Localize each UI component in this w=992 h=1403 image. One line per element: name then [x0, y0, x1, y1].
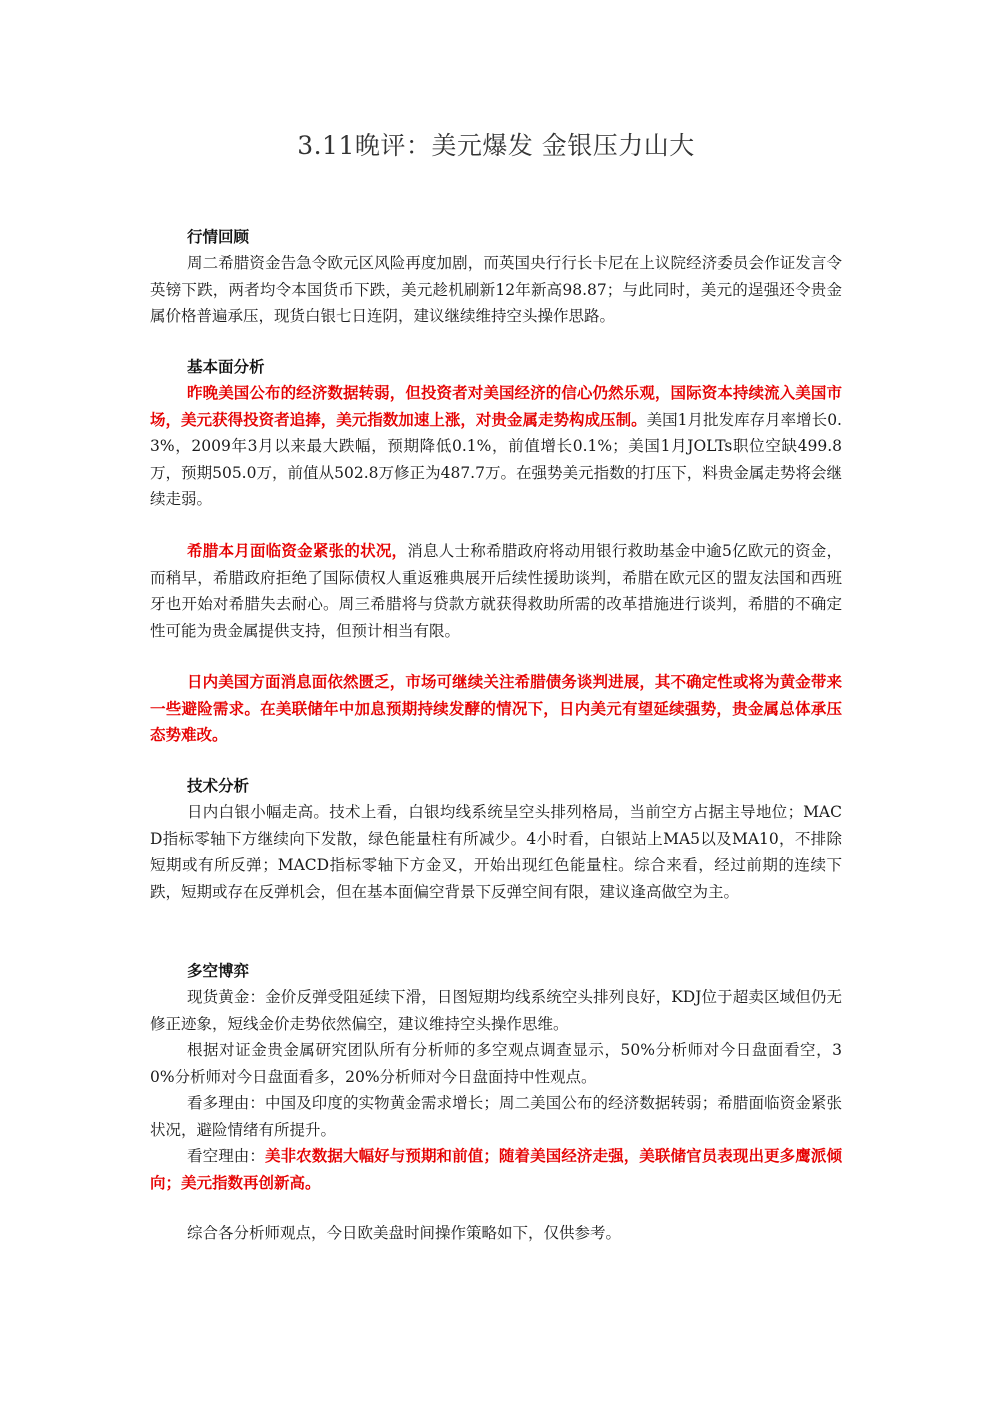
paragraph-debate-gold: 现货黄金：金价反弹受阻延续下滑，日图短期均线系统空头排列良好，KDJ位于超卖区域但仍无修正迹象，短线金价走势依然偏空，建议维持空头操作思维。 [150, 988, 842, 1033]
heading-market-review: 行情回顾 [187, 228, 250, 246]
heading-technical: 技术分析 [187, 777, 250, 795]
paragraph-debate-bullish: 看多理由：中国及印度的实物黄金需求增长；周二美国公布的经济数据转弱；希腊面临资金紧张状况，避险情绪有所提升。 [150, 1094, 842, 1139]
body-text: 美国1月批发库存月率增长0.3%，2009年3月以来最大跌幅，预期降低0.1%，前值增长0.1%；美国1月JOLTs职位空缺499.8万，预期505.0万，前值从502.8万修正为487.7万。在强势美元指数的打压下，料贵金属走势将会继续走弱。 [150, 410, 842, 508]
section-fundamental [150, 354, 842, 513]
page-title: 3.11晚评：美元爆发 金银压力山大 [297, 131, 695, 160]
section-outlook [150, 669, 842, 749]
heading-debate: 多空博弈 [187, 962, 250, 980]
paragraph-debate-bearish [150, 1143, 842, 1196]
emphasis-text: 希腊本月面临资金紧张的状况， [187, 542, 408, 560]
section-market-review [150, 224, 842, 330]
paragraph-technical: 日内白银小幅走高。技术上看，白银均线系统呈空头排列格局，当前空方占据主导地位；MACD指标零轴下方继续向下发散，绿色能量柱有所减少。4小时看，白银站上MA5以及MA10，不排除短期或有所反弹；MACD指标零轴下方金叉，开始出现红色能量柱。综合来看，经过前期的连续下跌，短期或存在反弹机会，但在基本面偏空背景下反弹空间有限，建议逢高做空为主。 [150, 803, 842, 901]
emphasis-text: 日内美国方面消息面依然匮乏，市场可继续关注希腊债务谈判进展，其不确定性或将为黄金带来一些避险需求。在美联储年中加息预期持续发酵的情况下，日内美元有望延续强势，贵金属总体承压态势难改。 [150, 673, 842, 744]
section-greece [150, 538, 842, 644]
paragraph-debate-survey: 根据对证金贵金属研究团队所有分析师的多空观点调查显示，50%分析师对今日盘面看空，30%分析师对今日盘面看多，20%分析师对今日盘面持中性观点。 [150, 1041, 842, 1086]
emphasis-text: 美非农数据大幅好与预期和前值；随着美国经济走强，美联储官员表现出更多鹰派倾向；美元指数再创新高。 [150, 1147, 842, 1192]
section-technical [150, 773, 842, 905]
paragraph-fundamental-2 [150, 538, 842, 644]
emphasis-text: 昨晚美国公布的经济数据转弱，但投资者对美国经济的信心仍然乐观，国际资本持续流入美国市场，美元获得投资者追捧，美元指数加速上涨，对贵金属走势构成压制。 [150, 384, 842, 429]
paragraph-market-review: 周二希腊资金告急令欧元区风险再度加剧，而英国央行行长卡尼在上议院经济委员会作证发言令英镑下跌，两者均令本国货币下跌，美元趁机刷新12年新高98.87；与此同时，美元的逞强还令贵金属价格普遍承压，现货白银七日连阴，建议继续维持空头操作思路。 [150, 254, 842, 325]
section-debate [150, 958, 842, 1196]
bearish-label: 看空理由： [187, 1147, 265, 1165]
paragraph-summary: 综合各分析师观点，今日欧美盘时间操作策略如下，仅供参考。 [187, 1224, 622, 1242]
body-text: 消息人士称希腊政府将动用银行救助基金中逾5亿欧元的资金，而稍早，希腊政府拒绝了国际债权人重返雅典展开后续性援助谈判，希腊在欧元区的盟友法国和西班牙也开始对希腊失去耐心。周三希腊将与贷款方就获得救助所需的改革措施进行谈判，希腊的不确定性可能为贵金属提供支持，但预计相当有限。 [150, 542, 842, 640]
paragraph-fundamental-3 [150, 669, 842, 749]
heading-fundamental: 基本面分析 [187, 358, 265, 376]
paragraph-fundamental-1 [150, 380, 842, 513]
section-summary [150, 1220, 842, 1247]
